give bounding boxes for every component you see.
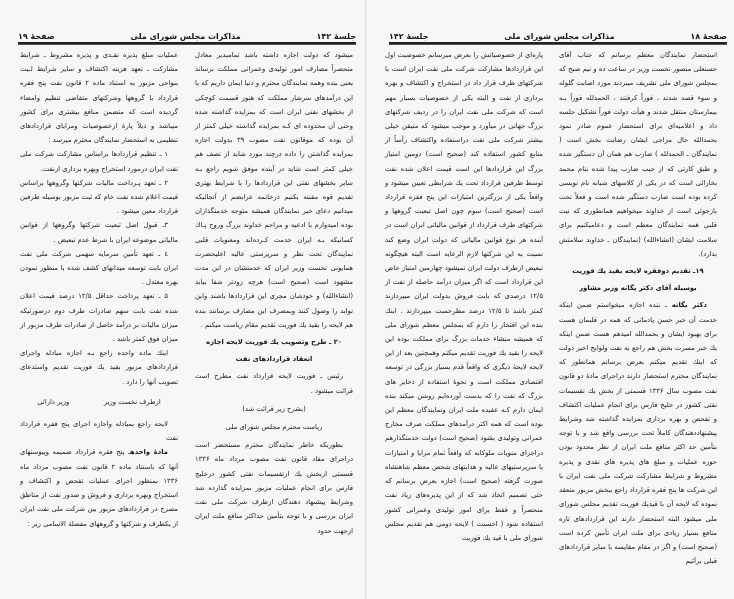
list-item: ٤ ـ تعهد تأمین سرمایه سهمی شرکت ملی نفت ایران بابت توسعه میدانهای کشف شده با منظور نمودن بهره معتدل . — [20, 249, 178, 287]
section-heading-cont: بوسیله آقای دکتر یگانه وزیر مشاور — [579, 284, 697, 293]
header-rule — [389, 42, 727, 45]
paragraph: استحضار نمایندگان معظم برسانم که جناب آقای حسنعلی منصور نخست وزیر در ساعت ده و نیم صبح که بمجلس شورای ملی تشریف میبردند مورد اصابت گلوله و سوء قصد شدند ، فوراً کرفتند ، الحمدلله فوراً بـه بیمارستان منتقل شدند و هیأت دولت فوراً تشکیل جلسه داد و اعلامیه‌ای برای استحضار عموم صادر نمود بحمدالله حال مزاجی ایشان رضایت بخش است ( نمایندگان ـ الحمدلله ) ضارب هم همان آن دستگیر شده و طبق کارتی که از جیب ضارب پیدا شده بنام محمد بخارائی است که در یکی از کلاسهای شبانه نام نویسی کرده بوده است ضارب دستگیر شده است و فعلاً تحت بازجوئی است از خداوند میخواهیم همانطوری که نیت قلبی همه نمایندگان معظم است و دعامیکنیم برای سلامت ایشان (انشاءالله) (نمایندگان ـ خداوند سلامتش بدارد). — [559, 51, 717, 258]
page-18 — [367, 0, 734, 599]
page-number: صفحهٔ ۱۸ — [690, 32, 727, 41]
speaker-paragraph: رئیس ـ فوریت لایحه قرارداد نفت مطرح است قرائت میشود . — [195, 372, 353, 395]
text-column-left — [385, 48, 543, 545]
bill-text: بطوریکه خاطر نمایندگان محترم مستحضر است دراجرای مفاد قانون نفت مصوب مرداد ماه ۱۳۳۶ قسمتی ازبخش یك ازتقسیمات نفتی کشور درخلیج فارس برای انجام عملیات مزبور بمزایده گذارده شد وشرایط پیشنهاد دهندگان ازطرف شرکت ملی نفت ایران بررسی و با توجه بتأمین حداکثر منافع ملت ایران ازجهت حدود — [195, 441, 353, 535]
list-item: ۳ـ قبول اصل تبعیت شرکتها وگروهها از قوانین مالیاتی موضوعه ایران با شرط عدم تبعیض . — [20, 221, 178, 244]
list-item: ۵ ـ تعهد پرداخت حداقل ۱۲/۵ درصد قیمت اعلان شده نفت بابت سهم صادرات طرف دوم درصورتیکه میزان مالیات بر درآمد حاصل از صادرات طرف مزبور از میزان فوق کمتر باشد . — [20, 292, 178, 344]
session-label: جلسهٔ ۱۴۲ — [316, 32, 356, 41]
signature-line — [20, 395, 178, 409]
running-title: مذاکرات مجلس شورای ملی — [130, 32, 241, 41]
text-column-left — [20, 48, 178, 531]
read-note: (بشرح زیر قرائت شد) — [242, 404, 306, 413]
text-column-right — [195, 48, 353, 538]
closing-paragraph: اینك ماده واحده راجع بـه اجازه مبادله واجرای قراردادهای مزبور بقید یك فوریت تقدیم واستدعای تصویب آنها را دارد . — [20, 349, 178, 386]
paragraph: میشود که دولت اجازه داشته باشد تمامبدیر معادل منحصراً مصارف امور تولیدی وعمرانی مملکت برساند یعنی بنده وهمه نمایندگان محترم و دنیا ایمان داریم که با این درآمدهای سرشار مملکت که هنوز قسمت کوچکی از بخشهای نفتی ایران است که بمزایده گذاشته شده وحتی آن محدوده ای کـه بمزایده گذاشته خیلی کمتر از آن بوده که موقانون نفت مصوب ۳۹ بدولت اجازه بمزایده گذاشتن را داده درچند مورد شاید از نصف هم خیلی کمتر است شاید در آینده موفق شویم راجع بـه سایر بخشهای نفتی این قراردادها را با شرایط بهتری تقدیم قوه مقننه بکنیم درخاتمه عرایضم از آنجائیکه میدانیم دعای خیر نمایندگان همیشه متوجه خدمتگذاران بوده امیدوارم با ادعیه و مراحم خداوند بزرگ وروح پـاك کسانیکه بـه ایران خدمت کـرده‌اند ومعنویات قلبی نمایندگان تحت نظر و سرپرستی عالیه اعلیحضرت همایونی نخست وزیر ایران که خدمتشان در این مدت مشهود است (صحیح است) هرچه زودتر شفا بیابد (انشاءالله) و خودشان مجری این قراردادها باشند واین نوابد را وصول کنند وبمصرف این مصارف برسانند بنده هم لایحه را بقید یك فوریت تقدیم مقام ریاست میکنم . — [195, 51, 354, 329]
signature: ازطرف نخست وزیر — [103, 397, 161, 406]
page-header — [18, 29, 356, 41]
page-header — [389, 29, 727, 41]
paragraph: پاره‌ای از خصوصیاتش را بعرض میرسانم خصوصیت اول این قراردادها مشارکت شرکت ملی نفت ایران است با شرکتهای طرف قرار داد در استخراج و اکتشاف و بهره برداری از نفت و البته یکی از خصوصیات بسیار مهم است که شرکت ملی نفت ایران را در ردیف شرکتهای بزرگ جهانی در میآورد و موجب میشود که متیقن خیلی بیشتر شرکت ملی نفت دراستفاده واکتشاف رأساً از منابع کشور استفاده کند (صحیح است) دومین امتیاز بزرگ این قراردادها این است قیمت اعلان شده نفت توسط طرفین قرارداد تحت یك شرایطی تعیین میشود و واقعاً یکی از بزرگترین امتیازات این پنج فقره قرارداد است (صحیح است) سوم چون اصل تبعیت گروهها و شرکتهای طرف قرارداد از قوانین مالیاتی ایران است در آینده هر نوع قوانین مالیاتی که دولت ایران وضع کند نسبت به این شرکتها لازم الرعایه است البته هیچگونه تبعیض ازطرف دولت ایران نمیشود چهارمین امتیاز خاص این قرارداد است که اگر میزان درآمد حاصله از نفت از ۱۲/۵ درصدی که بابت فروش بدولت ایران میپردازند کمتر باشد تا ۱۲/۵ درصد مطرحست میپردازند . اینك بنده این افتخار را دارم که بمجلس معظم شورای ملی که همیشه منشاء خدمات بزرگ برای مملکت بوده این لایحه را بقید یك فوریت تقدیم میکنم وهمچنین بعد از این لایحه لایحهٔ دیگری که واقعاً قدم بسیار بزرگی در توسعه اقتصادی مملکت است و نحوهٔ استفاده از ذخایر های بزرگ که نفت را که بدست آورده‌ایم روشن میکند بنده ایمان دارم کـه عقیده ملت ایران ونمایندگان معظم این بوده است که همه اکثر درآمدهای مملکت صرف مخارج عمرانی وتولیدی بشود (صحیح است) دولت خدمتگذارهم دراجرای منویات ملوکانه که واقعاً تمام مزایا و امتیازات با سرپرستیهای عالیه و هدایتهای شخص معظم شاهنشاه صورت گرفته (صحیح است) اجازه بعرض برسانم که حتی تصمیم اتخاذ شد که از این پذیره‌های زیاد نفت منحصراً و فقط برای امور تولیدی وعمرانی کشور استفاده شود ( احسنت ) لایحه دومی هم تقدیم مجلس شورای ملی با قید یك فوریت — [385, 51, 543, 542]
running-title: مذاکرات مجلس شورای ملی — [504, 32, 615, 41]
list-item: ۲ ـ تعهد پـرداخت مالیات شرکتها وگروهها براساس قیمت اعلام شده نفت خام که ثبت مزبور بوسیله طرفین قرارداد معین میشود . — [20, 178, 178, 216]
bill-title: لایحه راجع بمبادله واجازه اجرای پنج فقره قرارداد نفت — [20, 420, 178, 443]
speech-text: ـ بنده اجازه میخواستم ضمن اینکه خدمت آن خبر حسن پادماتی که همه در قلبمان هست برای بهبود ایشان و بحمدالله امیدهم هست ضمن اینکه یك خبر مسرت بخش هم راجع به نفت ولوایح اخیر دولت که اینك تقدیم میکنم بعرض برسانم همانطور که نمایندگان محترم استحضار دارند دراجرای مادهٔ دو قانون نفت مصوب سال ۱۳۳۶ قسمتی از بخش یك تقسیمات نفتی کشور در خلیج فارس برای انجام عملیات اکتشاف و تفحص و بهره برداری بمزایده گذاشته شد وشرایط پیشنهاددهندگان کاملاً تحت بررسی واقع شد و با توجه بتأمین حد اکثر منافع ملت ایران از نظر محدود بودن حوزه عملیات و مبلغ های پذیره های نقدی و پذیره مشروط و شرایط مشارکت شرکت ملی نفت ایران با این شرکت ها پنج فقره قرارداد راجع ببخش مزبور منعقد نموده که لایحه آن با قیدیك فوریت تقدیم مجلس شورای ملی میشود البته استحضار دارند این قراردادهای تازه منافع بسیار زیادی برای ملت ایران تأمین کرده است (صحیح است) و اگر در مقام مقایسه با سایر قراردادهای قبلی برآئیم — [559, 301, 717, 566]
address-line: ریاست محترم مجلس شورای ملی — [225, 423, 323, 432]
session-label: جلسهٔ ۱۴۲ — [389, 32, 429, 41]
section-heading: ۲۰ ـ طرح وتصویب یك فوریت لایحه اجازه — [206, 338, 342, 347]
page-number: صفحهٔ ۱۹ — [18, 32, 55, 41]
article-text: ـ پنج فقره قرارداد ضمیمه وپیوستهای آنها که باستناد ماده ۲ قانون نفت مصوب مرداد ماه ۱۳۳۶ بمنظور اجرای عملیات تفحص و اکتشاف و استخراج وبهره برداری و فروش و صدور نفت از مناطق مصرح در قراردادهای مزبور بین شرکت ملی نفت ایران از یکطرف و شرکتها و گروههای مفصلة الاسامی زیر : — [20, 448, 178, 528]
section-heading: ۱۹ـ تقدیم دوفقره لایحه بقید یك فوریت — [572, 267, 704, 276]
article-label: مادهٔ واحده — [129, 448, 168, 457]
signature: وزیر دارائی — [37, 397, 70, 406]
text-column-right — [559, 48, 717, 568]
list-item: ۱ ـ تنظیم قراردادها براساس مشارکت شرکت ملی نفت ایران درمورد استخراج وبهره برداری ازنفت. — [20, 150, 178, 173]
header-rule — [18, 42, 356, 45]
speaker-name: دکتر یگانه — [671, 301, 707, 310]
paragraph: عملیات مبلغ پذیره نقـدی و پذیره مشروط ـ شرایط مشارکت ـ تعهد هزینه اکتشاف و سایر شرایط لـیت بنواحی مزبور به استناد ماده ۲ قانون نفت پنج فقره قرارداد با گروهها وشرکتهای متقاضی تنظیم وامضاء گردیده است که متضمن منافع بیشتری برای کشور میباشد و ذیلاً پارهٔ ازخصوصیات ومزایای قراردادهای تنظیمی به استحضار نمایندگان محترم میرسد : — [20, 51, 178, 145]
section-heading-cont: انعقاد قراردادهای نفت — [235, 355, 313, 364]
